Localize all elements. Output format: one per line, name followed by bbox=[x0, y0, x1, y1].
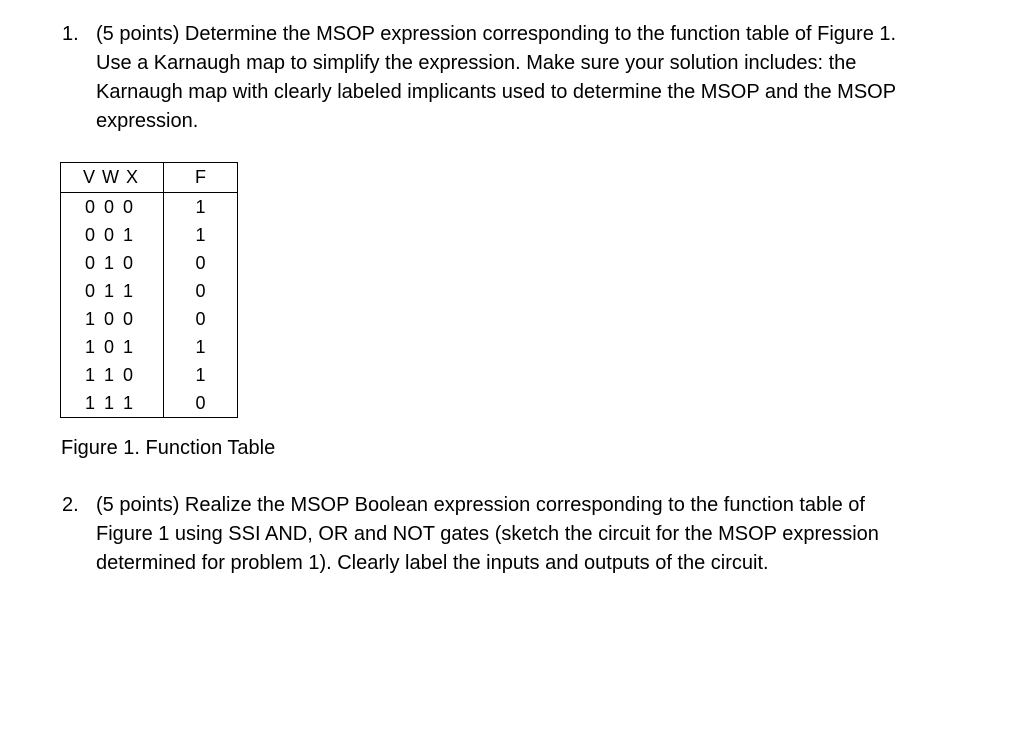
problem-1-line: Karnaugh map with clearly labeled implicants used to determine the MSOP and the MSOP bbox=[96, 81, 897, 103]
row-inputs: 1 1 0 bbox=[61, 361, 164, 389]
row-inputs: 0 0 1 bbox=[61, 221, 164, 249]
problem-2-line: Figure 1 using SSI AND, OR and NOT gates (sketch the circuit for the MSOP expression bbox=[96, 523, 879, 545]
row-inputs: 0 1 1 bbox=[61, 277, 164, 305]
problem-1-line: Use a Karnaugh map to simplify the expression. Make sure your solution includes: the bbox=[96, 52, 857, 74]
table-row bbox=[61, 277, 238, 305]
problem-2-line: determined for problem 1). Clearly label the inputs and outputs of the circuit. bbox=[96, 552, 769, 574]
table-row bbox=[61, 193, 238, 222]
table-row bbox=[61, 249, 238, 277]
problem-2-line: (5 points) Realize the MSOP Boolean expression corresponding to the function table of bbox=[96, 494, 865, 516]
table-row bbox=[61, 305, 238, 333]
problem-2 bbox=[62, 491, 962, 578]
problem-1-line: (5 points) Determine the MSOP expression corresponding to the function table of Figure 1. bbox=[96, 23, 897, 45]
table-row bbox=[61, 361, 238, 389]
row-output: 0 bbox=[164, 277, 238, 305]
problem-2-number: 2. bbox=[62, 494, 79, 516]
problem-1-line: expression. bbox=[96, 110, 199, 132]
problem-1-number: 1. bbox=[62, 23, 79, 45]
problem-2-text bbox=[96, 491, 962, 578]
row-output: 0 bbox=[164, 389, 238, 418]
table-row bbox=[61, 389, 238, 418]
row-inputs: 1 0 1 bbox=[61, 333, 164, 361]
row-output: 0 bbox=[164, 305, 238, 333]
row-output: 0 bbox=[164, 249, 238, 277]
row-output: 1 bbox=[164, 193, 238, 222]
problem-1-text bbox=[96, 20, 962, 136]
table-row bbox=[61, 221, 238, 249]
row-inputs: 0 0 0 bbox=[61, 193, 164, 222]
header-inputs: V W X bbox=[61, 163, 164, 193]
function-table bbox=[60, 162, 238, 418]
row-output: 1 bbox=[164, 361, 238, 389]
header-output: F bbox=[164, 163, 238, 193]
row-inputs: 0 1 0 bbox=[61, 249, 164, 277]
row-inputs: 1 0 0 bbox=[61, 305, 164, 333]
figure-caption: Figure 1. Function Table bbox=[61, 437, 276, 459]
table-header-row bbox=[61, 163, 238, 193]
row-inputs: 1 1 1 bbox=[61, 389, 164, 418]
row-output: 1 bbox=[164, 221, 238, 249]
problem-1 bbox=[62, 20, 962, 136]
row-output: 1 bbox=[164, 333, 238, 361]
table-row bbox=[61, 333, 238, 361]
